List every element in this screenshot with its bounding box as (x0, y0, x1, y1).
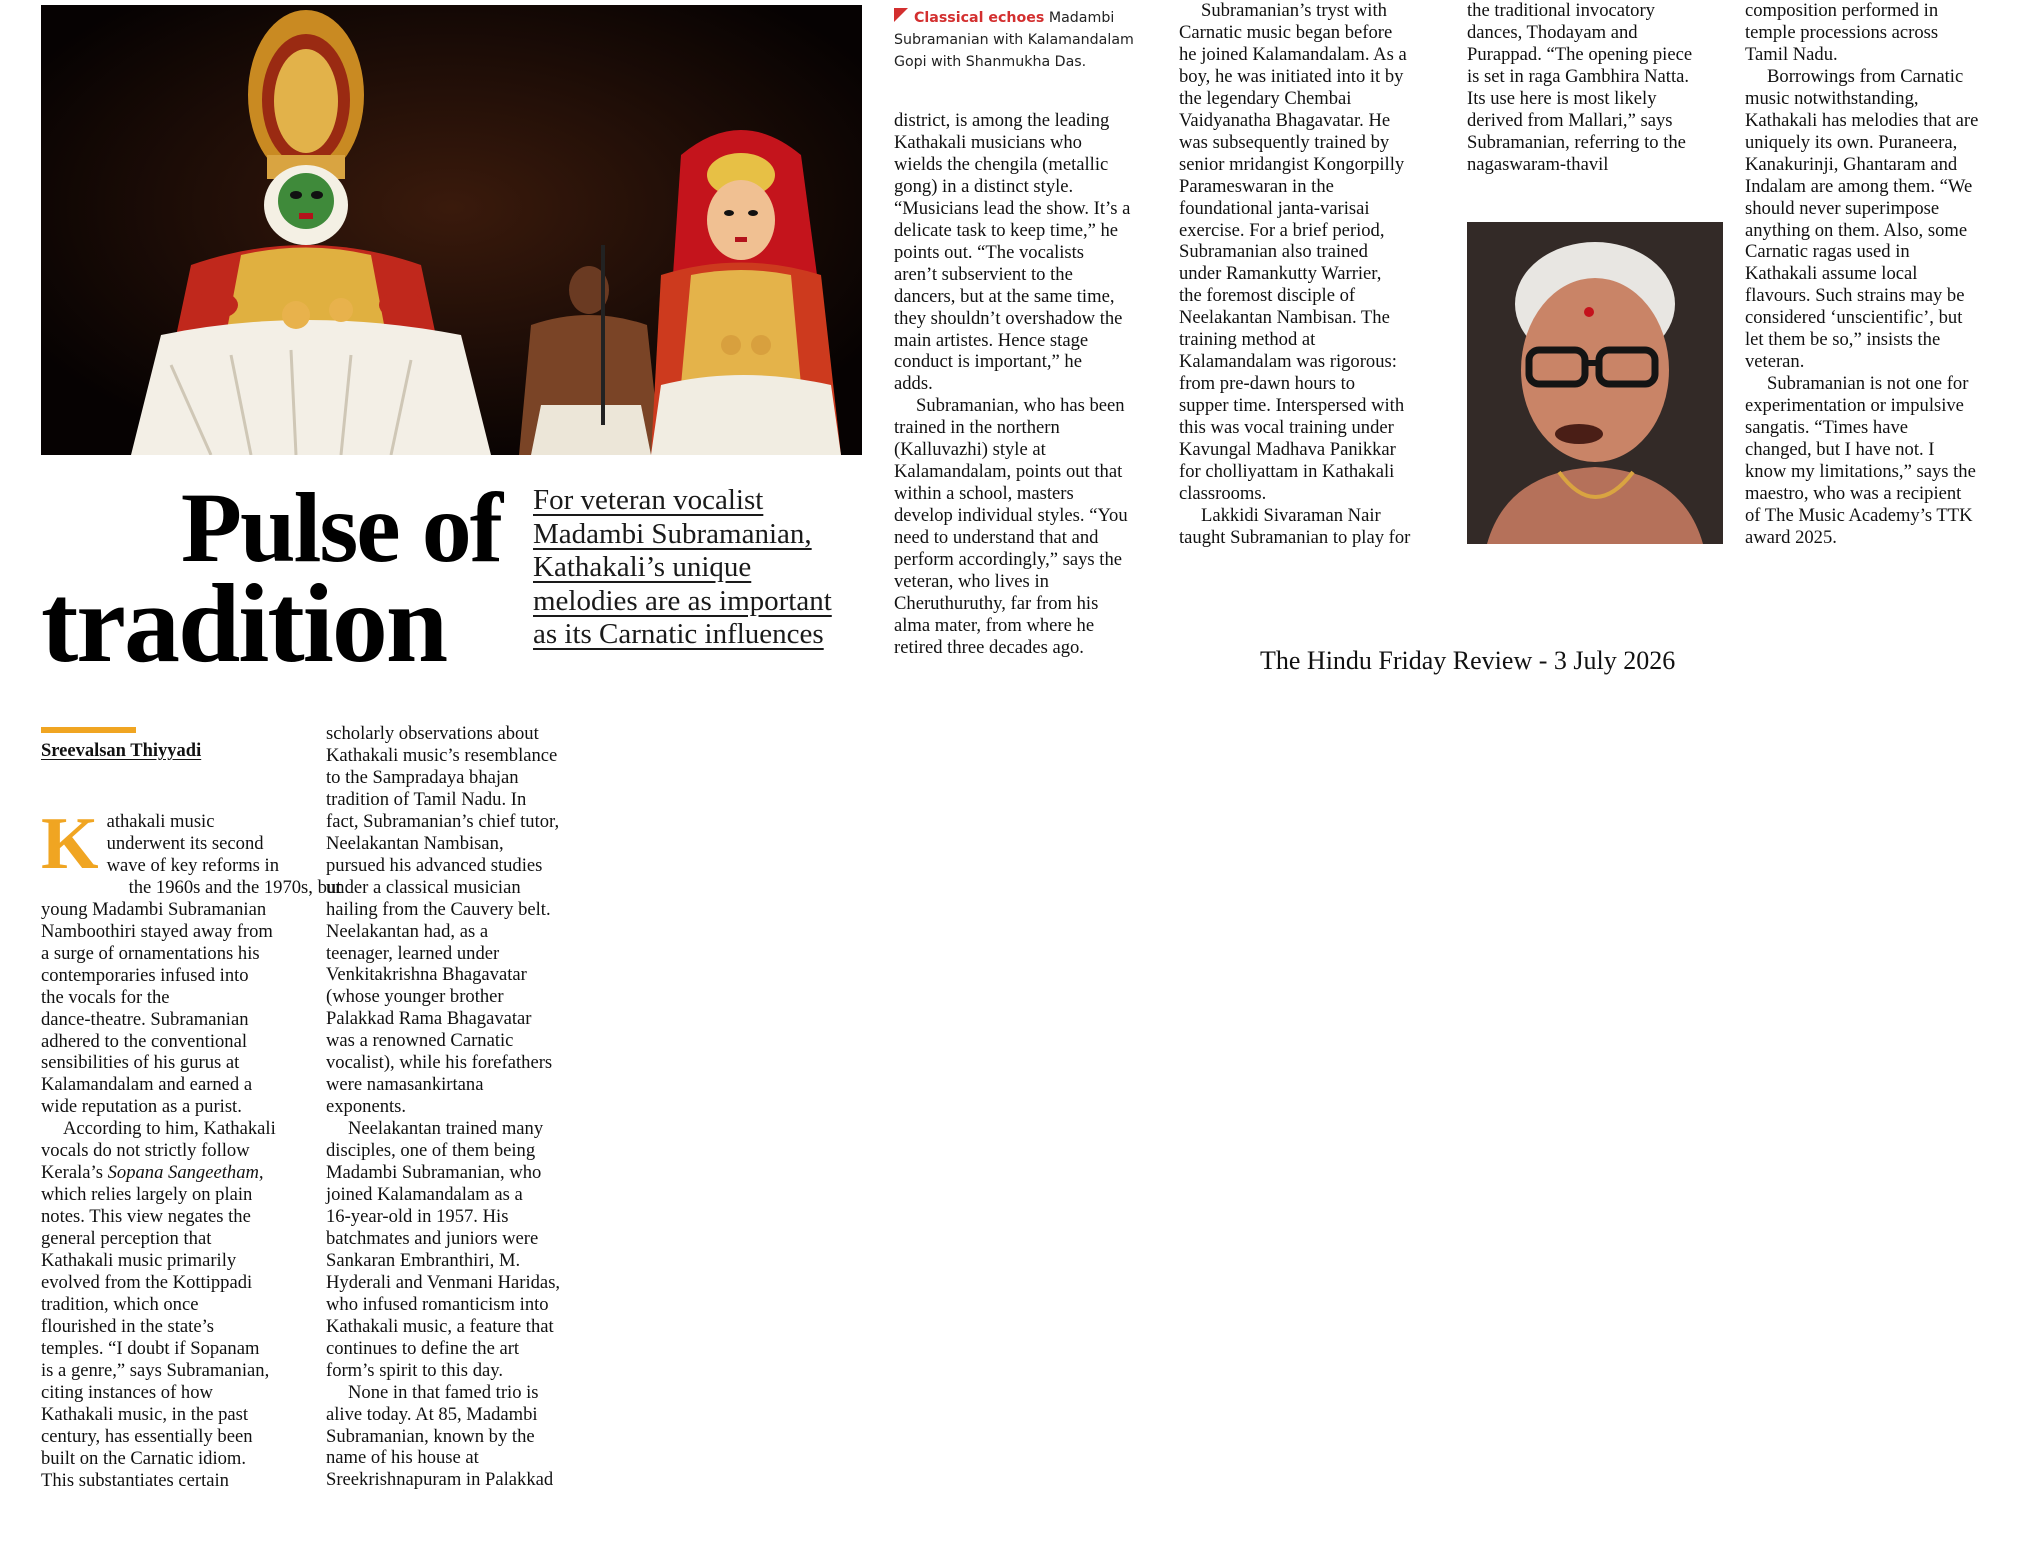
text-line: Parameswaran in the (1179, 175, 1334, 197)
text-line: is set in raga Gambhira Natta. (1467, 65, 1690, 87)
kathakali-performance-photo (41, 5, 862, 455)
text-line: Hyderali and Venmani Haridas, (326, 1271, 561, 1293)
text-line: retired three decades ago. (894, 636, 1084, 658)
text-line: evolved from the Kottippadi (41, 1272, 253, 1294)
text-line: training method at (1179, 329, 1316, 351)
text-line: None in that famed trio is (348, 1381, 539, 1403)
text-line: Indalam are among them. “We (1745, 175, 1973, 197)
text-line: Borrowings from Carnatic (1767, 65, 1964, 87)
text-line: foundational janta-varisai (1179, 197, 1370, 219)
paragraph (41, 1118, 301, 1491)
text-line: Kalamandalam, points out that (894, 461, 1123, 483)
paragraph (1179, 0, 1443, 505)
text-line: award 2025. (1745, 526, 1837, 548)
text-line: under Ramankutty Warrier, (1179, 263, 1382, 285)
text-line: alma mater, from where he (894, 614, 1095, 636)
text-line: general perception that (41, 1228, 212, 1250)
publication-issue-note: The Hindu Friday Review - 3 July 2026 (1260, 646, 1676, 675)
text-line: scholarly observations about (326, 723, 539, 744)
text-line: for cholliyattam in Kathakali (1179, 461, 1395, 483)
text-line: uniquely its own. Puraneera, (1745, 131, 1958, 153)
text-line: alive today. At 85, Madambi (326, 1403, 538, 1425)
text-line: Kanakurinji, Ghantaram and (1745, 153, 1958, 175)
text-line: (Kalluvazhi) style at (894, 439, 1046, 461)
text-line: exercise. For a brief period, (1179, 219, 1385, 241)
text-line: the vocals for the (41, 986, 170, 1008)
text-line: dance-theatre. Subramanian (41, 1008, 249, 1030)
text-line: supper time. Interspersed with (1179, 395, 1405, 417)
text-line: the legendary Chembai (1179, 87, 1352, 109)
text-line: trained in the northern (894, 417, 1060, 439)
text-line: the 1960s and the 1970s, but (128, 876, 342, 898)
text-line: taught Subramanian to play for (1179, 526, 1411, 548)
text-line: delicate task to keep time,” he (894, 219, 1119, 241)
paragraph (326, 1118, 586, 1381)
dropcap: K (41, 803, 99, 885)
text-line: veteran. (1745, 351, 1805, 373)
column-paragraphs (41, 876, 342, 1492)
text-line: Kathakali musicians who (894, 131, 1082, 153)
text-line: batchmates and juniors were (326, 1227, 539, 1249)
text-line: wave of key reforms in (106, 854, 280, 876)
paragraph (894, 395, 1158, 658)
text-line: considered ‘unscientific’, but (1745, 307, 1963, 329)
text-line: hailing from the Cauvery belt. (326, 898, 551, 920)
text-line: tradition, which once (41, 1293, 199, 1315)
text-line: Kalamandalam was rigorous: (1179, 351, 1397, 373)
text-line: This substantiates certain (41, 1469, 229, 1491)
text-line: Subramanian’s tryst with (1201, 0, 1387, 21)
text-line: need to understand that and (894, 527, 1099, 549)
text-line: derived from Mallari,” says (1467, 109, 1673, 131)
paragraph (326, 723, 586, 1118)
text-line: aren’t subservient to the (894, 263, 1073, 285)
column-paragraphs (894, 110, 1158, 659)
text-line: contemporaries infused into (41, 964, 249, 986)
text-line: century, has essentially been (41, 1425, 253, 1447)
text-line: of The Music Academy’s TTK (1745, 504, 1973, 526)
text-line: sangatis. “Times have (1745, 417, 1909, 439)
paragraph (1745, 373, 2005, 549)
text-line: wields the chengila (metallic (894, 153, 1109, 175)
text-line: changed, but I have not. I (1745, 439, 1935, 461)
text-line: “Musicians lead the show. It’s a (894, 197, 1131, 219)
text-line: Neelakantan had, as a (326, 920, 489, 942)
paragraph (41, 876, 342, 1118)
text-line: Kathakali assume local (1745, 263, 1918, 285)
text-line: underwent its second (106, 832, 264, 854)
article-column-4 (1179, 0, 1443, 549)
text-line: name of his house at (326, 1447, 479, 1469)
text-line: to the Sampradaya bhajan (326, 766, 519, 788)
text-line: veteran, who lives in (894, 571, 1049, 593)
text-line: Kavungal Madhava Panikkar (1179, 439, 1396, 461)
standfirst-line: melodies are as important (533, 584, 832, 617)
text-line: boy, he was initiated into it by (1179, 65, 1404, 87)
text-line: anything on them. Also, some (1745, 219, 1968, 241)
text-line: Kathakali music, in the past (41, 1403, 249, 1425)
text-line: composition performed in (1745, 0, 1939, 21)
text-line: vocals do not strictly follow (41, 1140, 250, 1162)
text-line: form’s spirit to this day. (326, 1359, 503, 1381)
text-line: Neelakantan trained many (348, 1118, 544, 1140)
text-line: is a genre,” says Subramanian, (41, 1359, 270, 1381)
byline-accent-rule (41, 727, 136, 733)
paragraph (894, 110, 1158, 395)
column-paragraphs (1745, 0, 2005, 549)
byline: Sreevalsan Thiyyadi (41, 741, 202, 761)
text-line: was a renowned Carnatic (326, 1030, 514, 1052)
text-line: tradition of Tamil Nadu. In (326, 788, 527, 810)
column-paragraphs (326, 723, 586, 1491)
text-line: young Madambi Subramanian (41, 898, 267, 920)
article-column-1 (41, 803, 342, 1492)
text-line: under a classical musician (326, 876, 521, 898)
article-column-6 (1745, 0, 2005, 549)
text-line: who infused romanticism into (326, 1293, 549, 1315)
text-line: Kathakali music primarily (41, 1250, 237, 1272)
text-line: athakali music (106, 811, 215, 832)
text-line: built on the Carnatic idiom. (41, 1447, 247, 1469)
text-line: which relies largely on plain (41, 1184, 253, 1206)
text-line: disciples, one of them being (326, 1140, 536, 1162)
text-line: perform accordingly,” says the (894, 549, 1123, 571)
text-line: from pre-dawn hours to (1179, 373, 1356, 395)
text-line: points out. “The vocalists (894, 241, 1085, 263)
text-line: maestro, who was a recipient (1745, 482, 1962, 504)
text-line: nagaswaram-thavil (1467, 153, 1609, 175)
text-line: was subsequently trained by (1179, 131, 1390, 153)
text-line: Neelakantan Nambisan. The (1179, 307, 1390, 329)
text-line: teenager, learned under (326, 942, 500, 964)
text-line: the traditional invocatory (1467, 0, 1655, 21)
text-line: 16-year-old in 1957. His (326, 1205, 509, 1227)
headline-line-1: Pulse of (180, 472, 501, 583)
text-line: they shouldn’t overshadow the (894, 307, 1123, 329)
text-line: classrooms. (1179, 482, 1267, 504)
text-line: Sankaran Embranthiri, M. (326, 1249, 521, 1271)
paragraph (1179, 505, 1443, 549)
text-line: exponents. (326, 1096, 407, 1118)
column-paragraphs (1179, 0, 1443, 549)
article-column-5 (1467, 0, 1727, 176)
text-line: develop individual styles. “You (894, 505, 1128, 527)
text-line: Kerala’s Sopana Sangeetham, (41, 1162, 264, 1184)
text-line: sensibilities of his gurus at (41, 1052, 240, 1074)
text-line: Carnatic ragas used in (1745, 241, 1910, 263)
text-line: According to him, Kathakali (63, 1118, 276, 1140)
text-line: dancers, but at the same time, (894, 285, 1115, 307)
photo-caption (894, 7, 1154, 73)
text-line: were namasankirtana (326, 1074, 484, 1096)
text-line: adds. (894, 373, 933, 395)
text-line: temples. “I doubt if Sopanam (41, 1337, 260, 1359)
paragraph (326, 1382, 586, 1492)
text-line: adhered to the conventional (41, 1030, 248, 1052)
paragraph (1745, 0, 2005, 66)
text-line: vocalist), while his forefathers (326, 1052, 553, 1074)
caption-label: Classical echoes (914, 10, 1045, 26)
text-line: a surge of ornamentations his (41, 942, 260, 964)
text-line: Palakkad Rama Bhagavatar (326, 1008, 532, 1030)
paragraph (1745, 66, 2005, 373)
text-line: within a school, masters (894, 483, 1074, 505)
text-line: conduct is important,” he (894, 351, 1082, 373)
text-line: Subramanian also trained (1179, 241, 1368, 263)
text-line: Kalamandalam and earned a (41, 1074, 253, 1096)
text-line: citing instances of how (41, 1381, 213, 1403)
text-line: Venkitakrishna Bhagavatar (326, 964, 527, 986)
text-line: music notwithstanding, (1745, 87, 1919, 109)
text-line: Sreekrishnapuram in Palakkad (326, 1469, 554, 1491)
standfirst-line: Madambi Subramanian, (533, 517, 812, 550)
text-line: Cheruthuruthy, far from his (894, 592, 1099, 614)
text-line: flavours. Such strains may be (1745, 285, 1965, 307)
text-line: Subramanian is not one for (1767, 373, 1969, 395)
text-line: Tamil Nadu. (1745, 43, 1838, 65)
article-column-3 (894, 110, 1158, 659)
standfirst-line: For veteran vocalist (533, 484, 764, 516)
text-line: Lakkidi Sivaraman Nair (1201, 504, 1381, 526)
text-line: Carnatic music began before (1179, 21, 1393, 43)
article-column-2 (326, 723, 586, 1491)
paragraph (1467, 0, 1727, 176)
standfirst-line: Kathakali’s unique (533, 551, 752, 583)
vocalist-portrait-photo (1467, 222, 1723, 544)
text-line: joined Kalamandalam as a (326, 1184, 523, 1206)
text-line: Neelakantan Nambisan, (326, 832, 504, 854)
text-line: notes. This view negates the (41, 1206, 251, 1228)
text-line: Madambi Subramanian, who (326, 1162, 542, 1184)
text-line: temple processions across (1745, 21, 1939, 43)
article-headline (41, 472, 501, 686)
caption-text-line: Madambi (1048, 10, 1115, 26)
text-line: should never superimpose (1745, 197, 1940, 219)
text-line: fact, Subramanian’s chief tutor, (326, 810, 560, 832)
text-line: Kathakali music’s resemblance (326, 744, 558, 766)
text-line: senior mridangist Kongorpilly (1179, 153, 1405, 175)
text-line: Purappad. “The opening piece (1467, 43, 1693, 65)
text-line: Subramanian, referring to the (1467, 131, 1686, 153)
text-line: Subramanian, known by the (326, 1425, 535, 1447)
text-line: Namboothiri stayed away from (41, 920, 273, 942)
text-line: wide reputation as a purist. (41, 1096, 242, 1118)
text-line: know my limitations,” says the (1745, 461, 1976, 483)
column-paragraphs (1467, 0, 1727, 176)
text-line: Kathakali music, a feature that (326, 1315, 554, 1337)
text-line: Its use here is most likely (1467, 87, 1657, 109)
text-line: pursued his advanced studies (326, 854, 543, 876)
text-line: Vaidyanatha Bhagavatar. He (1179, 109, 1391, 131)
text-line: experimentation or impulsive (1745, 395, 1964, 417)
headline-line-2: tradition (41, 562, 447, 686)
caption-text-line: Subramanian with Kalamandalam (894, 32, 1134, 48)
text-line: flourished in the state’s (41, 1315, 214, 1337)
article-standfirst (533, 484, 863, 652)
text-line: Kathakali has melodies that are (1745, 109, 1979, 131)
text-line: dances, Thodayam and (1467, 21, 1638, 43)
text-line: he joined Kalamandalam. As a (1179, 43, 1407, 65)
text-line: the foremost disciple of (1179, 285, 1356, 307)
text-line: Subramanian, who has been (916, 395, 1125, 417)
text-line: this was vocal training under (1179, 417, 1394, 439)
text-line: continues to define the art (326, 1337, 520, 1359)
text-line: let them be so,” insists the (1745, 329, 1941, 351)
text-line: gong) in a distinct style. (894, 175, 1074, 197)
standfirst-line: as its Carnatic influences (533, 618, 824, 650)
caption-text-line: Gopi with Shanmukha Das. (894, 54, 1087, 70)
text-line: (whose younger brother (326, 986, 504, 1008)
text-line: district, is among the leading (894, 110, 1110, 131)
text-line: main artistes. Hence stage (894, 329, 1089, 351)
